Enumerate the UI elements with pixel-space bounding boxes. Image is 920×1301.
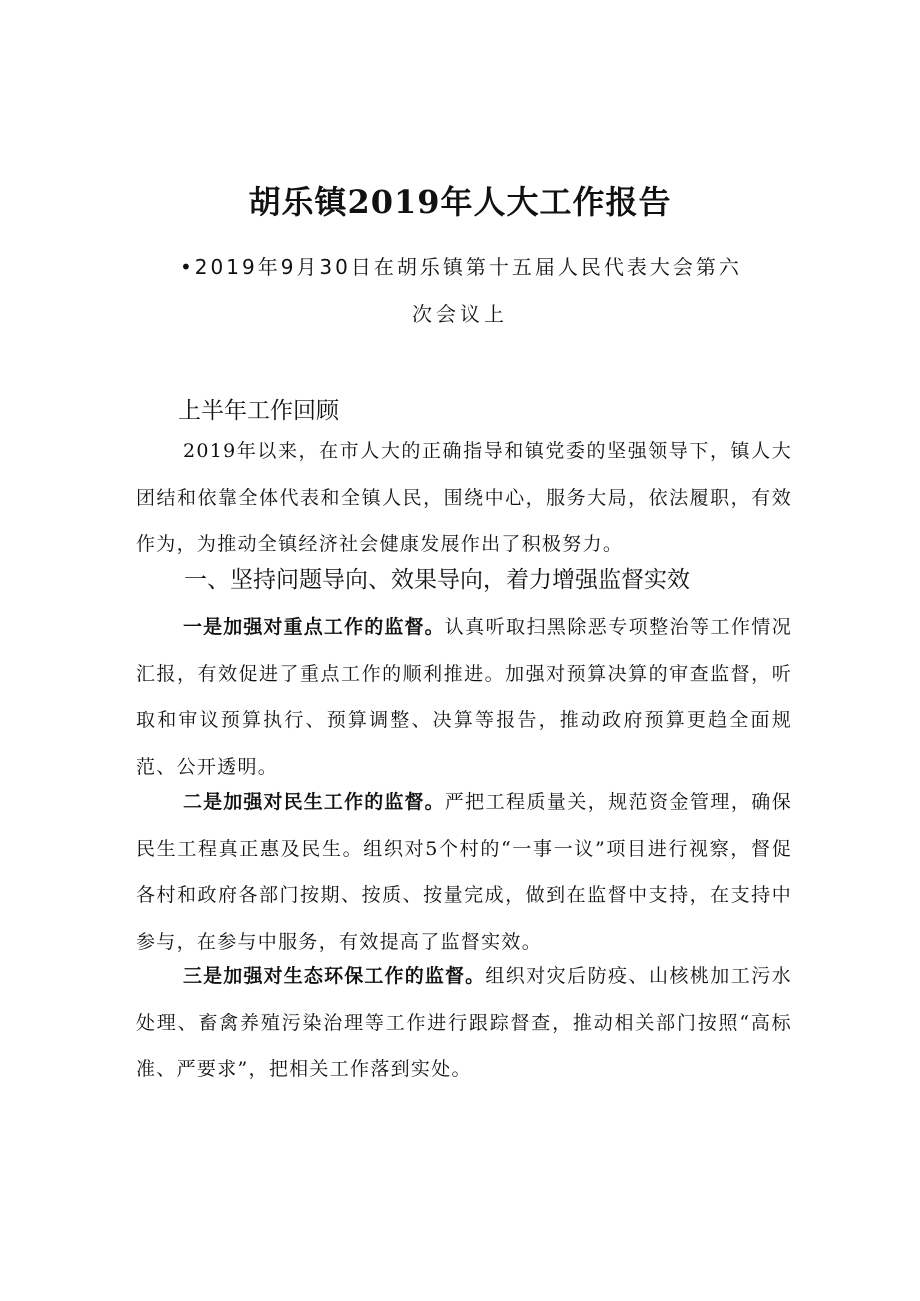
item-lead-1: 一是加强对重点工作的监督。 <box>183 616 445 638</box>
item-paragraph-3 <box>136 953 792 1093</box>
item-paragraph-2 <box>136 779 792 965</box>
item-paragraph-1 <box>136 604 792 790</box>
item-text-2: 严把工程质量关，规范资金管理，确保民生工程真正惠及民生。组织对5个村的“一事一议”项目进行视察，督促各村和政府各部门按期、按质、按量完成，做到在监督中支持，在支持中参与，在参与中服务，有效提高了监督实效。 <box>136 791 792 953</box>
intro-paragraph: 2019年以来，在市人大的正确指导和镇党委的坚强领导下，镇人大团结和依靠全体代表和全镇人民，围绕中心，服务大局，依法履职，有效作为，为推动全镇经济社会健康发展作出了积极努力。 <box>136 440 792 555</box>
item-lead-3: 三是加强对生态环保工作的监督。 <box>183 965 486 987</box>
document-subtitle-line-1: •2019年9月30日在胡乐镇第十五届人民代表大会第六 <box>180 255 742 279</box>
review-heading: 上半年工作回顾 <box>178 398 339 424</box>
item-text-3: 组织对灾后防疫、山核桃加工污水处理、畜禽养殖污染治理等工作进行跟踪督查，推动相关部门按照“高标准、严要求”，把相关工作落到实处。 <box>136 965 792 1080</box>
document-subtitle-line-2: 次会议上 <box>412 302 508 326</box>
item-lead-2: 二是加强对民生工作的监督。 <box>183 791 445 813</box>
item-text-1: 认真听取扫黑除恶专项整治等工作情况汇报，有效促进了重点工作的顺利推进。加强对预算决算的审查监督，听取和审议预算执行、预算调整、决算等报告，推动政府预算更趋全面规范、公开透明。 <box>136 616 792 778</box>
document-title: 胡乐镇2019年人大工作报告 <box>248 183 672 221</box>
section-1-heading: 一、坚持问题导向、效果导向，着力增强监督实效 <box>184 567 690 593</box>
